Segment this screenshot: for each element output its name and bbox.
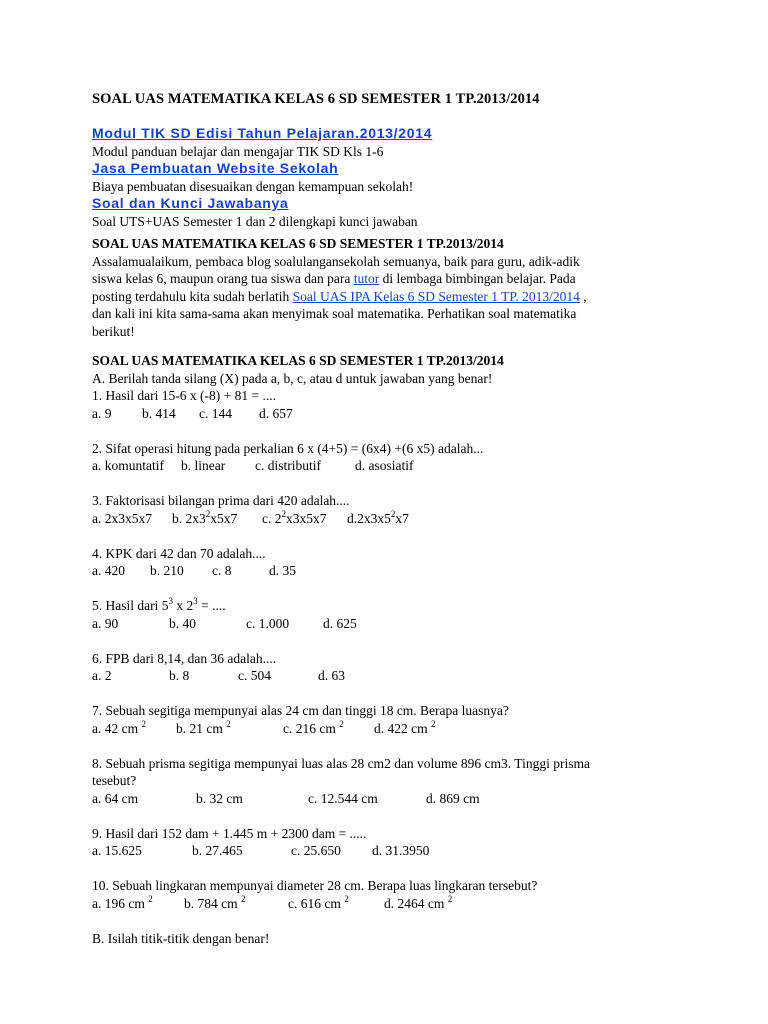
intro-line: berikut! [92, 323, 135, 339]
ad-link-modul-tik[interactable]: Modul TIK SD Edisi Tahun Pelajaran.2013/2014 [92, 125, 433, 141]
ads-block [92, 125, 692, 230]
options-3: a. 2x3x5x7 b. $2x3^2x5x7$ c. $2^2x3x5x7$ $d.2x3x5^2x7$ [92, 508, 409, 526]
intro-block [92, 235, 692, 340]
options-10: a. 196 cm $^2$ b. 784 cm $^2$ c. 616 cm $^2$ d. 2464 cm $^2$ [92, 893, 453, 911]
ad-desc-soal-kunci: Soal UTS+UAS Semester 1 dan 2 dilengkapi kunci jawaban [92, 213, 418, 229]
options-9: a. 15.625 b. 27.465 c. 25.650 d. 31.3950 [92, 843, 430, 858]
document-title: SOAL UAS MATEMATIKA KELAS 6 SD SEMESTER 1 TP.2013/2014 [92, 91, 540, 107]
options-2: a. komuntatif b. linear c. distributif d. asosiatif [92, 458, 414, 473]
question-10: 10. Sebuah lingkaran mempunyai diameter 28 cm. Berapa luas lingkaran tersebut? [92, 878, 538, 893]
options-6: a. 2 b. 8 c. 504 d. 63 [92, 668, 345, 683]
intro-line: Assalamualaikum, pembaca blog soalulangansekolah semuanya, baik para guru, adik-adik [92, 253, 580, 269]
question-5: 5. Hasil dari $5^3$ x $2^3$ = .... [92, 596, 226, 613]
ad-desc-jasa-website: Biaya pembuatan disesuaikan dengan kemampuan sekolah! [92, 178, 414, 194]
question-4: 4. KPK dari 42 dan 70 adalah.... [92, 545, 266, 561]
intro-line: dan kali ini kita sama-sama akan menyimak soal matematika. Perhatikan soal matematika [92, 306, 577, 321]
question-8: 8. Sebuah prisma segitiga mempunyai luas alas 28 cm2 dan volume 896 cm3. Tinggi prisma [92, 755, 590, 771]
intro-heading: SOAL UAS MATEMATIKA KELAS 6 SD SEMESTER 1 TP.2013/2014 [92, 236, 504, 251]
ad-link-soal-kunci[interactable]: Soal dan Kunci Jawabanya [92, 195, 289, 211]
options-1: a. 9 b. 414 c. 144 d. 657 [92, 405, 293, 421]
section-heading: SOAL UAS MATEMATIKA KELAS 6 SD SEMESTER 1 TP.2013/2014 [92, 353, 504, 368]
question-6: 6. FPB dari 8,14, dan 36 adalah.... [92, 650, 277, 666]
intro-line: posting terdahulu kita sudah berlatih Soal UAS IPA Kelas 6 SD Semester 1 TP. 2013/2014 , [92, 288, 587, 304]
options-8: a. 64 cm b. 32 cm c. 12.544 cm d. 869 cm [92, 790, 480, 806]
question-3: 3. Faktorisasi bilangan prima dari 420 adalah.... [92, 493, 350, 508]
intro-line: siswa kelas 6, maupun orang tua siswa dan para tutor di lembaga bimbingan belajar. Pada [92, 271, 576, 286]
question-7: 7. Sebuah segitiga mempunyai alas 24 cm dan tinggi 18 cm. Berapa luasnya? [92, 703, 509, 718]
question-2: 2. Sifat operasi hitung pada perkalian 6 x (4+5) = (6x4) +(6 x5) adalah... [92, 440, 484, 456]
ad-link-jasa-website[interactable]: Jasa Pembuatan Website Sekolah [92, 160, 339, 176]
question-1: 1. Hasil dari 15-6 x (-8) + 81 = .... [92, 388, 276, 403]
options-5: a. 90 b. 40 c. 1.000 d. 625 [92, 615, 357, 631]
question-9: 9. Hasil dari 152 dam + 1.445 m + 2300 dam = ..... [92, 825, 367, 841]
soal-ipa-link[interactable]: Soal UAS IPA Kelas 6 SD Semester 1 TP. 2013/2014 [292, 288, 580, 304]
options-7: a. 42 cm $^2$ b. 21 cm $^2$ c. 216 cm $^2$ d. 422 cm $^2$ [92, 718, 436, 736]
question-8-cont: tesebut? [92, 773, 137, 788]
part-b-instruction: B. Isilah titik-titik dengan benar! [92, 930, 270, 946]
options-4: a. 420 b. 210 c. 8 d. 35 [92, 563, 296, 578]
questions-block [92, 352, 692, 947]
ad-desc-modul-tik: Modul panduan belajar dan mengajar TIK SD Kls 1-6 [92, 143, 384, 159]
part-a-instruction: A. Berilah tanda silang (X) pada a, b, c, atau d untuk jawaban yang benar! [92, 370, 493, 386]
tutor-link[interactable]: tutor [353, 271, 380, 286]
